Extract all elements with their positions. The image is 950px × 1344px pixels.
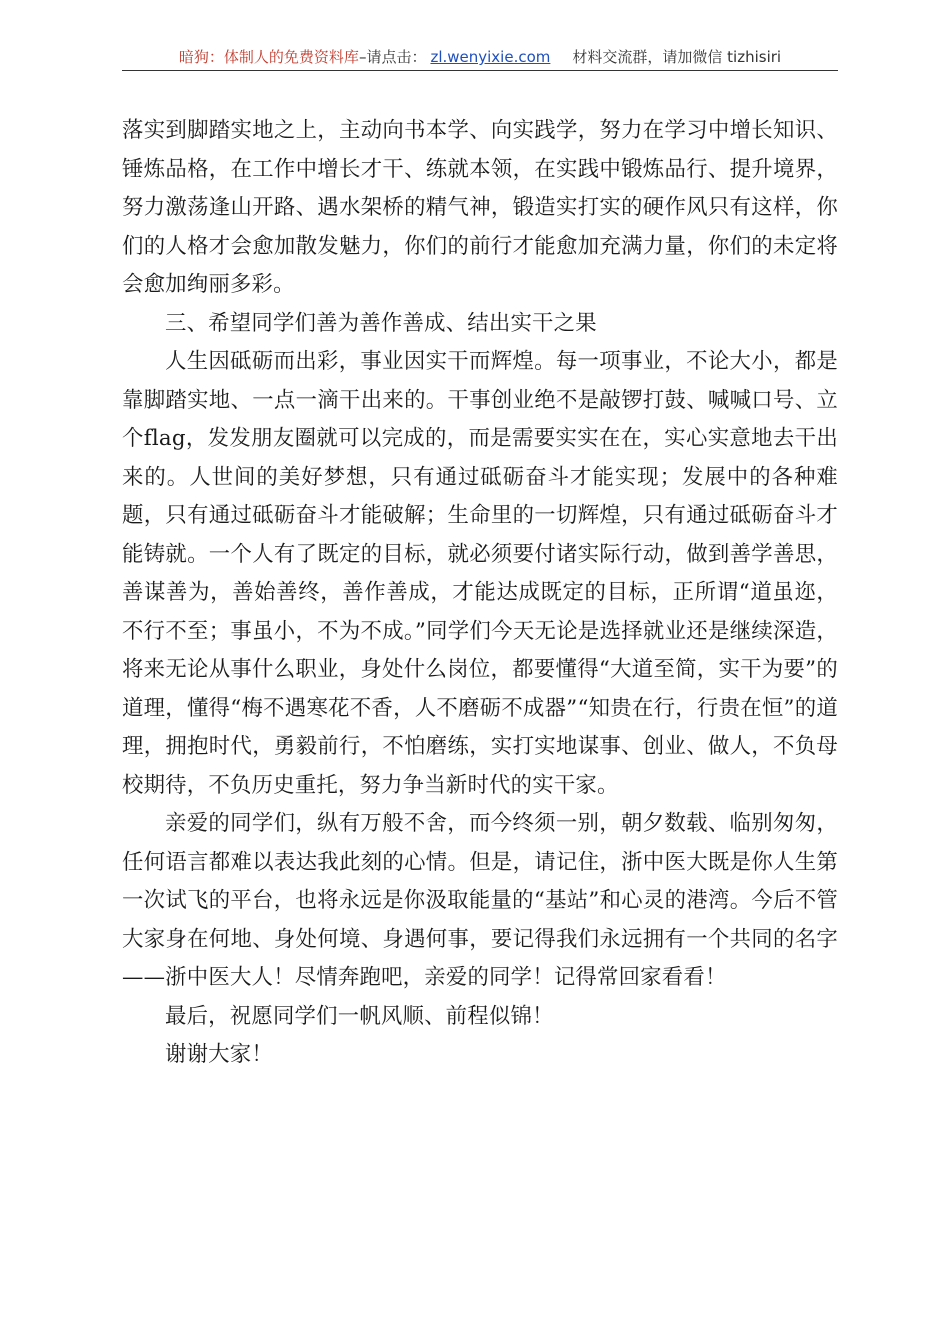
document-body (122, 112, 838, 1075)
header-link[interactable]: zl.wenyixie.com (430, 48, 551, 66)
paragraph: 人生因砥砺而出彩，事业因实干而辉煌。每一项事业，不论大小，都是靠脚踏实地、一点一滴干出来的。干事创业绝不是敲锣打鼓、喊喊口号、立个flag，发发朋友圈就可以完成的，而是需要实实在在，实心实意地去干出来的。人世间的美好梦想，只有通过砥砺奋斗才能实现；发展中的各种难题，只有通过砥砺奋斗才能破解；生命里的一切辉煌，只有通过砥砺奋斗才能铸就。一个人有了既定的目标，就必须要付诸实际行动，做到善学善思，善谋善为，善始善终，善作善成，才能达成既定的目标，正所谓“道虽迩，不行不至；事虽小，不为不成。”同学们今天无论是选择就业还是继续深造，将来无论从事什么职业，身处什么岗位，都要懂得“大道至简，实干为要”的道理，懂得“梅不遇寒花不香，人不磨砺不成器”“知贵在行，行贵在恒”的道理，拥抱时代，勇毅前行，不怕磨练，实打实地谋事、创业、做人，不负母校期待，不负历史重托，努力争当新时代的实干家。 (122, 349, 838, 798)
header-brand: 暗狗：体制人的免费资料库 (178, 48, 359, 66)
paragraph: 亲爱的同学们，纵有万般不舍，而今终须一别，朝夕数载、临别匆匆，任何语言都难以表达我此刻的心情。但是，请记住，浙中医大既是你人生第一次试飞的平台，也将永远是你汲取能量的“基站”和心灵的港湾。今后不管大家身在何地、身处何境、身遇何事，要记得我们永远拥有一个共同的名字——浙中医大人！尽情奔跑吧，亲爱的同学！记得常回家看看！ (122, 811, 838, 990)
paragraph: 最后，祝愿同学们一帆风顺、前程似锦！ (165, 1003, 554, 1029)
paragraph: 落实到脚踏实地之上，主动向书本学、向实践学，努力在学习中增长知识、锤炼品格，在工作中增长才干、练就本领，在实践中锻炼品行、提升境界，努力激荡逢山开路、遇水架桥的精气神，锻造实打实的硬作风只有这样，你们的人格才会愈加散发魅力，你们的前行才能愈加充满力量，你们的未定将会愈加绚丽多彩。 (122, 118, 838, 297)
header-prompt: –请点击： (358, 48, 427, 66)
paragraph: 谢谢大家！ (165, 1042, 273, 1067)
page-header (122, 46, 838, 71)
section-heading: 三、希望同学们善为善作善成、结出实干之果 (165, 310, 597, 336)
header-contact: 材料交流群，请加微信 tizhisiri (572, 48, 782, 66)
